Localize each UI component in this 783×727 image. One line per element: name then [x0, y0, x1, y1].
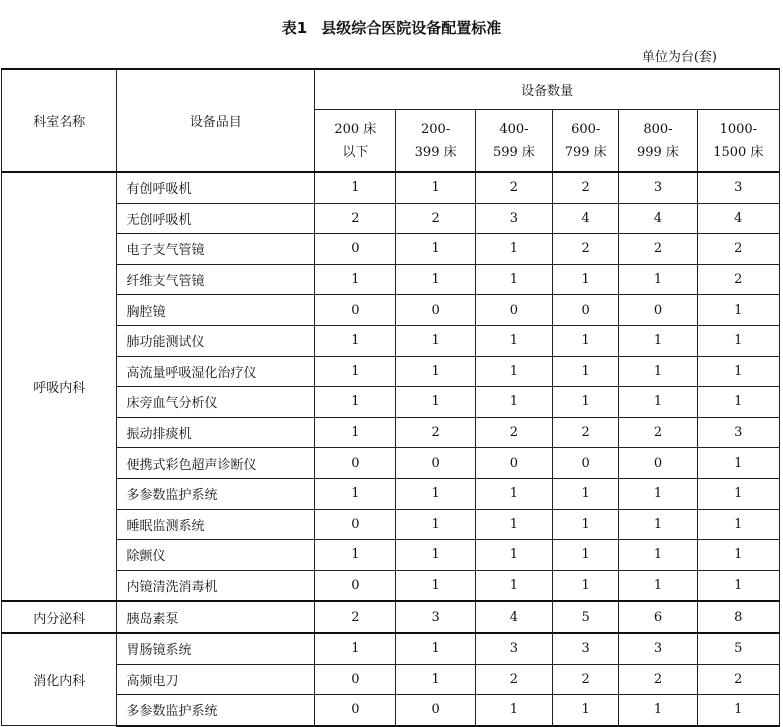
quantity-cell: 2 — [475, 172, 552, 203]
quantity-cell: 1 — [553, 540, 619, 571]
equipment-item: 纤维支气管镜 — [117, 264, 315, 295]
quantity-cell: 2 — [475, 664, 552, 695]
quantity-cell: 0 — [396, 695, 475, 726]
quantity-cell: 3 — [697, 172, 779, 203]
table-row — [2, 601, 780, 633]
quantity-cell: 3 — [475, 203, 552, 234]
quantity-cell: 1 — [697, 295, 779, 326]
equipment-table — [1, 68, 780, 727]
quantity-cell: 1 — [315, 172, 396, 203]
header-bed-range-line: 200 床 — [334, 121, 377, 137]
quantity-cell: 2 — [553, 234, 619, 265]
quantity-cell: 1 — [396, 264, 475, 295]
quantity-cell: 1 — [315, 478, 396, 509]
quantity-cell: 1 — [396, 540, 475, 571]
quantity-cell: 1 — [697, 695, 779, 726]
header-bed-range-line: 599 床 — [492, 144, 535, 160]
quantity-cell: 1 — [475, 234, 552, 265]
quantity-cell: 2 — [697, 264, 779, 295]
table-row — [2, 509, 780, 540]
header-quantity: 设备数量 — [315, 69, 780, 110]
quantity-cell: 1 — [475, 509, 552, 540]
quantity-cell: 3 — [619, 172, 697, 203]
quantity-cell: 3 — [396, 601, 475, 633]
table-row — [2, 695, 780, 726]
header-bed-range-line: 以下 — [342, 144, 369, 160]
table-row — [2, 172, 780, 203]
quantity-cell: 2 — [396, 417, 475, 448]
quantity-cell: 0 — [315, 570, 396, 601]
quantity-cell: 1 — [619, 356, 697, 387]
quantity-cell: 1 — [553, 478, 619, 509]
equipment-item: 内镜清洗消毒机 — [117, 570, 315, 601]
quantity-cell: 1 — [475, 570, 552, 601]
table-row — [2, 234, 780, 265]
quantity-cell: 0 — [553, 448, 619, 479]
table-row — [2, 387, 780, 418]
header-bed-range-line: 400- — [499, 121, 529, 137]
table-row — [2, 633, 780, 664]
header-bed-range — [396, 110, 475, 173]
header-bed-range-line: 200- — [421, 121, 451, 137]
quantity-cell: 0 — [553, 295, 619, 326]
quantity-cell: 8 — [697, 601, 779, 633]
header-bed-range — [475, 110, 552, 173]
quantity-cell: 1 — [315, 387, 396, 418]
quantity-cell: 5 — [697, 633, 779, 664]
quantity-cell: 1 — [396, 356, 475, 387]
header-bed-range-line: 600- — [571, 121, 601, 137]
quantity-cell: 0 — [315, 509, 396, 540]
quantity-cell: 2 — [553, 172, 619, 203]
equipment-item: 胰岛素泵 — [117, 601, 315, 633]
quantity-cell: 1 — [619, 478, 697, 509]
dept-name: 消化内科 — [2, 633, 117, 726]
quantity-cell: 1 — [553, 509, 619, 540]
header-bed-range-line: 1500 床 — [713, 144, 764, 160]
quantity-cell: 1 — [475, 264, 552, 295]
quantity-cell: 1 — [315, 356, 396, 387]
quantity-cell: 2 — [553, 417, 619, 448]
equipment-item: 电子支气管镜 — [117, 234, 315, 265]
header-bed-range — [315, 110, 396, 173]
quantity-cell: 1 — [697, 478, 779, 509]
quantity-cell: 2 — [315, 203, 396, 234]
quantity-cell: 0 — [619, 295, 697, 326]
quantity-cell: 1 — [697, 540, 779, 571]
quantity-cell: 1 — [475, 695, 552, 726]
equipment-item: 便携式彩色超声诊断仪 — [117, 448, 315, 479]
quantity-cell: 3 — [475, 633, 552, 664]
table-row — [2, 264, 780, 295]
quantity-cell: 1 — [396, 570, 475, 601]
quantity-cell: 1 — [475, 356, 552, 387]
quantity-cell: 1 — [315, 633, 396, 664]
table-row — [2, 448, 780, 479]
quantity-cell: 1 — [697, 356, 779, 387]
table-row — [2, 664, 780, 695]
quantity-cell: 1 — [619, 509, 697, 540]
quantity-cell: 1 — [697, 325, 779, 356]
quantity-cell: 0 — [619, 448, 697, 479]
header-bed-range-line: 799 床 — [564, 144, 607, 160]
quantity-cell: 6 — [619, 601, 697, 633]
quantity-cell: 4 — [697, 203, 779, 234]
quantity-cell: 3 — [697, 417, 779, 448]
header-item: 设备品目 — [117, 69, 315, 172]
quantity-cell: 2 — [475, 417, 552, 448]
unit-note: 单位为台(套) — [641, 50, 717, 65]
quantity-cell: 1 — [396, 387, 475, 418]
quantity-cell: 0 — [396, 295, 475, 326]
quantity-cell: 1 — [619, 695, 697, 726]
table-row — [2, 325, 780, 356]
quantity-cell: 1 — [697, 509, 779, 540]
quantity-cell: 1 — [697, 387, 779, 418]
quantity-cell: 1 — [553, 325, 619, 356]
quantity-cell: 0 — [475, 295, 552, 326]
quantity-cell: 2 — [619, 234, 697, 265]
quantity-cell: 1 — [396, 664, 475, 695]
quantity-cell: 1 — [475, 325, 552, 356]
table-row — [2, 203, 780, 234]
header-bed-range — [697, 110, 779, 173]
header-bed-range-line: 999 床 — [636, 144, 679, 160]
quantity-cell: 3 — [553, 633, 619, 664]
equipment-item: 高流量呼吸湿化治疗仪 — [117, 356, 315, 387]
table-row — [2, 295, 780, 326]
equipment-item: 肺功能测试仪 — [117, 325, 315, 356]
equipment-item: 高频电刀 — [117, 664, 315, 695]
equipment-item: 振动排痰机 — [117, 417, 315, 448]
quantity-cell: 4 — [475, 601, 552, 633]
table-row — [2, 478, 780, 509]
equipment-item: 无创呼吸机 — [117, 203, 315, 234]
quantity-cell: 1 — [475, 478, 552, 509]
quantity-cell: 0 — [396, 448, 475, 479]
quantity-cell: 0 — [315, 295, 396, 326]
quantity-cell: 0 — [475, 448, 552, 479]
quantity-cell: 1 — [396, 234, 475, 265]
quantity-cell: 1 — [396, 172, 475, 203]
quantity-cell: 1 — [619, 570, 697, 601]
header-bed-range-line: 1000- — [719, 121, 758, 137]
quantity-cell: 1 — [553, 356, 619, 387]
table-caption — [0, 17, 783, 38]
quantity-cell: 0 — [315, 664, 396, 695]
header-bed-range-line: 399 床 — [414, 144, 457, 160]
quantity-cell: 1 — [619, 325, 697, 356]
dept-name: 内分泌科 — [2, 601, 117, 633]
dept-name: 呼吸内科 — [2, 172, 117, 601]
quantity-cell: 4 — [619, 203, 697, 234]
table-row — [2, 540, 780, 571]
equipment-item: 多参数监护系统 — [117, 478, 315, 509]
equipment-item: 有创呼吸机 — [117, 172, 315, 203]
equipment-item: 除颤仪 — [117, 540, 315, 571]
quantity-cell: 2 — [396, 203, 475, 234]
quantity-cell: 1 — [315, 325, 396, 356]
quantity-cell: 1 — [553, 264, 619, 295]
equipment-item: 胸腔镜 — [117, 295, 315, 326]
quantity-cell: 4 — [553, 203, 619, 234]
quantity-cell: 1 — [475, 540, 552, 571]
equipment-item: 多参数监护系统 — [117, 695, 315, 726]
header-bed-range — [619, 110, 697, 173]
quantity-cell: 1 — [315, 264, 396, 295]
quantity-cell: 0 — [315, 448, 396, 479]
equipment-item: 胃肠镜系统 — [117, 633, 315, 664]
quantity-cell: 1 — [619, 540, 697, 571]
table-row — [2, 356, 780, 387]
table-title: 县级综合医院设备配置标准 — [321, 19, 502, 37]
quantity-cell: 1 — [619, 264, 697, 295]
table-row — [2, 570, 780, 601]
quantity-cell: 2 — [619, 664, 697, 695]
quantity-cell: 1 — [697, 448, 779, 479]
quantity-cell: 0 — [315, 695, 396, 726]
header-bed-range-line: 800- — [643, 121, 673, 137]
quantity-cell: 2 — [553, 664, 619, 695]
quantity-cell: 1 — [396, 325, 475, 356]
quantity-cell: 1 — [315, 417, 396, 448]
quantity-cell: 3 — [619, 633, 697, 664]
table-number: 表1 — [281, 19, 308, 37]
quantity-cell: 0 — [315, 234, 396, 265]
quantity-cell: 1 — [396, 478, 475, 509]
quantity-cell: 2 — [697, 234, 779, 265]
quantity-cell: 1 — [553, 695, 619, 726]
quantity-cell: 5 — [553, 601, 619, 633]
equipment-item: 睡眠监测系统 — [117, 509, 315, 540]
quantity-cell: 1 — [396, 633, 475, 664]
header-bed-range — [553, 110, 619, 173]
table-row — [2, 417, 780, 448]
quantity-cell: 1 — [396, 509, 475, 540]
equipment-item: 床旁血气分析仪 — [117, 387, 315, 418]
quantity-cell: 1 — [475, 387, 552, 418]
quantity-cell: 2 — [315, 601, 396, 633]
quantity-cell: 1 — [553, 387, 619, 418]
quantity-cell: 1 — [619, 387, 697, 418]
quantity-cell: 1 — [697, 570, 779, 601]
quantity-cell: 1 — [553, 570, 619, 601]
quantity-cell: 2 — [697, 664, 779, 695]
quantity-cell: 2 — [619, 417, 697, 448]
quantity-cell: 1 — [315, 540, 396, 571]
header-dept: 科室名称 — [2, 69, 117, 172]
